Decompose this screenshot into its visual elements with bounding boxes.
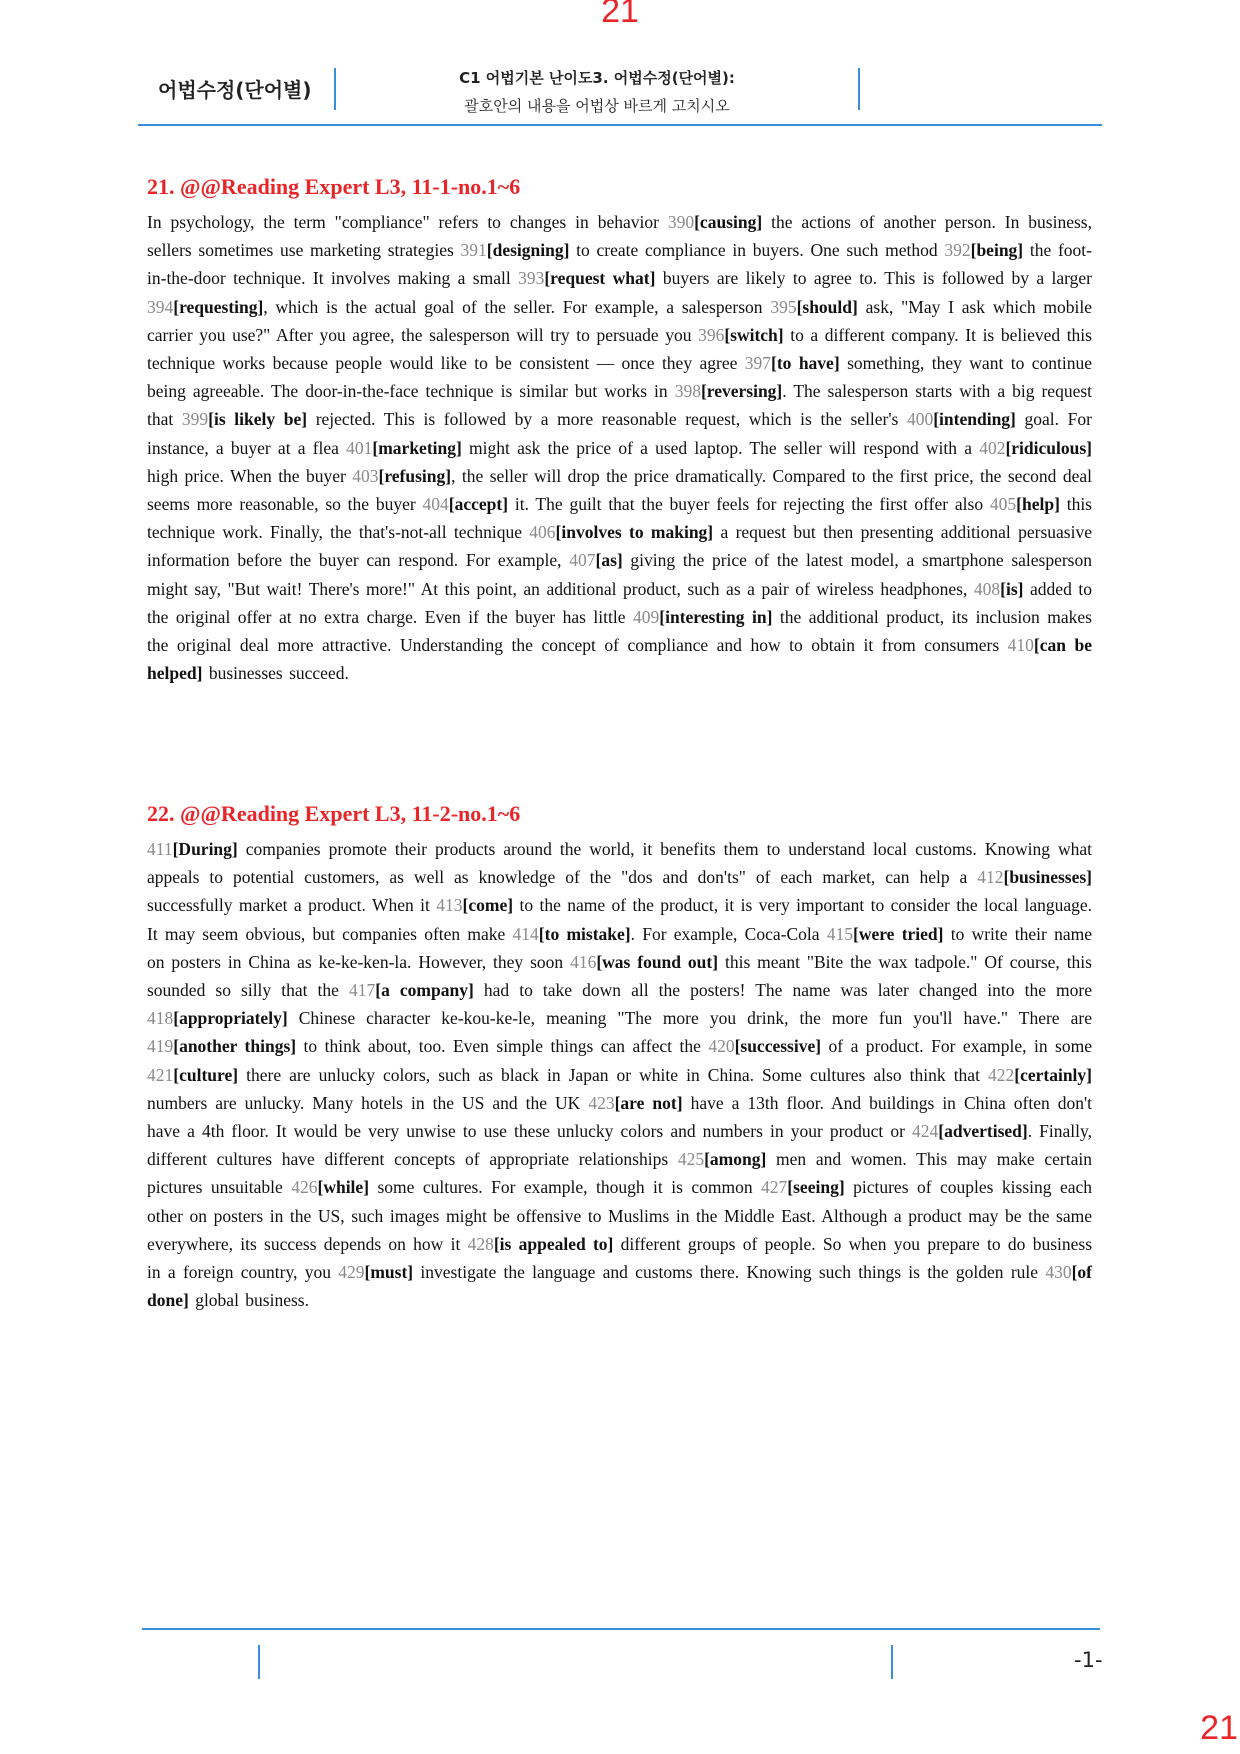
passage-text: giving the price of the latest model, a smartphone salesperson might say, "But wait! There's more!" At this point, an additional product, such as a pair of wireless headphones, — [147, 550, 1092, 599]
header-subtitle-line1: C1 어법기본 난이도3. 어법수정(단어별): — [459, 69, 735, 87]
passage-text: buyers are likely to agree to. This is followed by a larger — [655, 268, 1092, 289]
passage-text: men and women. This may make certain pictures unsuitable — [147, 1149, 1092, 1198]
passage-text: , the seller will drop the price dramatically. Compared to the first price, the second deal seems more reasonable, so the buyer — [147, 465, 1092, 515]
question-number: 429 — [338, 1262, 365, 1283]
bracket-answer: [requesting] — [173, 296, 264, 317]
question-number: 405 — [989, 494, 1017, 515]
bracket-answer: [involves to making] — [555, 522, 714, 543]
question-number: 404 — [422, 494, 449, 515]
bracket-answer: [During] — [172, 839, 238, 859]
bracket-answer: [help] — [1016, 494, 1060, 515]
question-number: 393 — [518, 268, 545, 289]
bracket-answer: [were tried] — [853, 923, 944, 944]
bracket-answer: [seeing] — [787, 1177, 845, 1198]
passage-text: pictures of couples kissing each other on posters in the US, such images might be offensive to Muslims in the Middle East. Although a product may be the same everywhere, its success depends on how it — [147, 1177, 1093, 1254]
bracket-answer: [another things] — [173, 1036, 297, 1057]
page-number-bottom: 21 — [1200, 1709, 1238, 1747]
bracket-answer: [appropriately] — [173, 1008, 288, 1029]
question-number: 390 — [667, 212, 695, 232]
question-number: 407 — [569, 550, 596, 571]
passage-text: . For example, Coca-Cola — [630, 923, 827, 944]
footer-rule — [142, 1628, 1100, 1630]
bracket-answer: [being] — [970, 240, 1024, 261]
question-number: 411 — [147, 839, 173, 859]
passage-text: the actions of another person. In business, sellers sometimes use marketing strategies — [147, 212, 1092, 261]
question-number: 402 — [979, 437, 1006, 458]
bracket-answer: [ridiculous] — [1005, 437, 1092, 458]
question-number: 420 — [708, 1036, 735, 1057]
passage-text: . Finally, different cultures have different concepts of appropriate relationships — [147, 1121, 1092, 1170]
header-subtitle — [338, 64, 856, 120]
passage-text: there are unlucky colors, such as black in Japan or white in China. Some cultures also think that — [238, 1064, 988, 1085]
question-number: 417 — [349, 980, 376, 1001]
footer-divider-left — [258, 1645, 260, 1679]
bracket-answer: [successive] — [734, 1036, 822, 1057]
passage-text: something, they want to continue being agreeable. The door-in-the-face technique is similar but works in — [147, 353, 1092, 402]
bracket-answer: [intending] — [933, 409, 1016, 430]
footer-page-label: -1- — [1074, 1648, 1103, 1672]
page-header — [138, 62, 1102, 126]
footer-divider-right — [891, 1645, 893, 1679]
passage-text: . The salesperson starts with a big request that — [147, 381, 1093, 430]
bracket-answer: [can be helped] — [147, 635, 1093, 684]
passage-text: might ask the price of a used laptop. The seller will respond with a — [461, 437, 980, 458]
bracket-answer: [among] — [704, 1149, 767, 1170]
bracket-answer: [interesting in] — [659, 606, 773, 627]
question-number: 399 — [181, 409, 209, 430]
page-number-top: 21 — [601, 0, 639, 30]
passage-text: added to the original offer at no extra charge. Even if the buyer has little — [147, 578, 1092, 627]
question-number: 419 — [147, 1036, 174, 1057]
bracket-answer: [are not] — [614, 1092, 683, 1113]
bracket-answer: [refusing] — [378, 465, 452, 486]
question-number: 423 — [588, 1092, 615, 1113]
passage-text: numbers are unlucky. Many hotels in the US and the UK — [147, 1092, 589, 1113]
question-number: 408 — [973, 578, 1001, 599]
passage-text: this meant "Bite the wax tadpole." Of course, this sounded so silly that the — [147, 951, 1092, 1001]
bracket-answer: [should] — [796, 296, 858, 317]
bracket-answer: [is] — [1000, 578, 1024, 599]
header-subtitle-line2: 괄호안의 내용을 어법상 바르게 고치시오 — [464, 97, 730, 115]
question-number: 403 — [352, 465, 379, 486]
passage-22 — [147, 835, 1092, 1314]
question-number: 406 — [529, 522, 556, 543]
bracket-answer: [was found out] — [596, 951, 719, 972]
passage-text: the additional product, its inclusion makes the original deal more attractive. Understanding the concept of compliance and how to obtain it from consumers — [147, 606, 1092, 656]
passage-text: ask, "May I ask which mobile carrier you use?" After you agree, the salesperson will try to persuade you — [147, 296, 1093, 345]
question-number: 416 — [570, 951, 597, 972]
bracket-answer: [as] — [595, 550, 623, 571]
bracket-answer: [causing] — [694, 212, 763, 232]
question-number: 398 — [674, 381, 701, 402]
header-divider-right — [858, 68, 860, 110]
passage-text: to think about, too. Even simple things can affect the — [296, 1036, 709, 1057]
bracket-answer: [while] — [317, 1177, 370, 1198]
question-number: 425 — [677, 1149, 705, 1170]
question-number: 401 — [346, 437, 373, 458]
passage-text: the foot-in-the-door technique. It involves making a small — [147, 240, 1092, 289]
bracket-answer: [is likely be] — [208, 409, 308, 430]
passage-text: investigate the language and customs there. Knowing such things is the golden rule — [413, 1262, 1046, 1283]
question-number: 414 — [512, 923, 539, 944]
question-number: 415 — [826, 923, 853, 944]
passage-text: to write their name on posters in China as ke-ke-ken-la. However, they soon — [147, 923, 1092, 972]
passage-text: have a 13th floor. And buildings in China often don't have a 4th floor. It would be very unwise to use these unlucky colors and numbers in your product or — [147, 1092, 1092, 1142]
bracket-answer: [to have] — [771, 353, 840, 374]
passage-21 — [147, 208, 1092, 687]
passage-text: , which is the actual goal of the seller. For example, a salesperson — [263, 296, 771, 317]
question-number: 426 — [291, 1177, 318, 1198]
passage-text: In psychology, the term "compliance" refers to changes in behavior — [147, 212, 668, 232]
passage-text: successfully market a product. When it — [147, 895, 437, 916]
passage-text: had to take down all the posters! The name was later changed into the more — [473, 980, 1093, 1001]
question-number: 413 — [436, 895, 463, 916]
question-number: 430 — [1045, 1262, 1072, 1283]
passage-text: to create compliance in buyers. One such method — [569, 240, 945, 261]
passage-text: high price. When the buyer — [147, 465, 353, 486]
question-number: 394 — [147, 296, 174, 317]
bracket-answer: [marketing] — [372, 437, 462, 458]
passage-text: different groups of people. So when you prepare to do business in a foreign country, you — [147, 1233, 1093, 1283]
header-divider-left — [334, 68, 336, 110]
passage-text: companies promote their products around the world, it benefits them to understand local customs. Knowing what appeals to potential customers, as well as knowledge of the "dos and don'ts" of each market, can help a — [147, 839, 1092, 888]
question-number: 418 — [147, 1008, 174, 1029]
bracket-answer: [is appealed to] — [493, 1233, 614, 1254]
bracket-answer: [switch] — [724, 324, 784, 345]
question-number: 422 — [988, 1064, 1015, 1085]
bracket-answer: [advertised] — [938, 1121, 1028, 1142]
bracket-answer: [a company] — [375, 980, 474, 1001]
passage-text: rejected. This is followed by a more reasonable request, which is the seller's — [307, 409, 907, 430]
bracket-answer: [certainly] — [1014, 1064, 1092, 1085]
passage-text: of a product. For example, in some — [821, 1036, 1092, 1057]
question-number: 424 — [912, 1121, 939, 1142]
question-number: 428 — [467, 1233, 494, 1254]
question-number: 421 — [147, 1064, 174, 1085]
header-title: 어법수정(단어별) — [158, 78, 312, 102]
bracket-answer: [accept] — [448, 494, 509, 515]
passage-text: some cultures. For example, though it is common — [369, 1177, 762, 1198]
question-number: 409 — [633, 606, 660, 627]
bracket-answer: [businesses] — [1003, 867, 1092, 888]
bracket-answer: [to mistake] — [538, 923, 631, 944]
bracket-answer: [designing] — [486, 240, 570, 261]
bracket-answer: [request what] — [544, 268, 656, 289]
question-number: 412 — [977, 867, 1004, 888]
passage-text: to a different company. It is believed this technique works because people would like to be consistent — once they agree — [147, 324, 1092, 374]
section-title-22: 22. @@Reading Expert L3, 11-2-no.1~6 — [147, 801, 521, 826]
bracket-answer: [reversing] — [700, 381, 783, 402]
section-title-21: 21. @@Reading Expert L3, 11-1-no.1~6 — [147, 174, 521, 199]
passage-text: goal. For instance, a buyer at a flea — [147, 409, 1092, 458]
passage-text: a request but then presenting additional persuasive information before the buyer can respond. For example, — [147, 522, 1092, 571]
question-number: 400 — [906, 409, 934, 430]
passage-text: businesses succeed. — [202, 663, 349, 684]
question-number: 392 — [944, 240, 971, 261]
question-number: 397 — [744, 353, 772, 374]
question-number: 395 — [770, 296, 797, 317]
passage-text: global business. — [188, 1290, 309, 1311]
bracket-answer: [come] — [462, 895, 514, 916]
bracket-answer: [must] — [364, 1262, 414, 1283]
passage-text: it. The guilt that the buyer feels for rejecting the first offer also — [508, 494, 990, 515]
passage-text: to the name of the product, it is very important to consider the local language. It may seem obvious, but companies often make — [147, 895, 1092, 944]
question-number: 427 — [761, 1177, 788, 1198]
question-number: 391 — [460, 240, 487, 261]
passage-text: Chinese character ke-kou-ke-le, meaning "The more you drink, the more fun you'll have." There are — [287, 1008, 1092, 1029]
bracket-answer: [of done] — [147, 1262, 1092, 1311]
question-number: 396 — [698, 324, 725, 345]
bracket-answer: [culture] — [173, 1064, 239, 1085]
question-number: 410 — [1007, 635, 1034, 656]
passage-text: this technique work. Finally, the that's-not-all technique — [147, 494, 1092, 543]
